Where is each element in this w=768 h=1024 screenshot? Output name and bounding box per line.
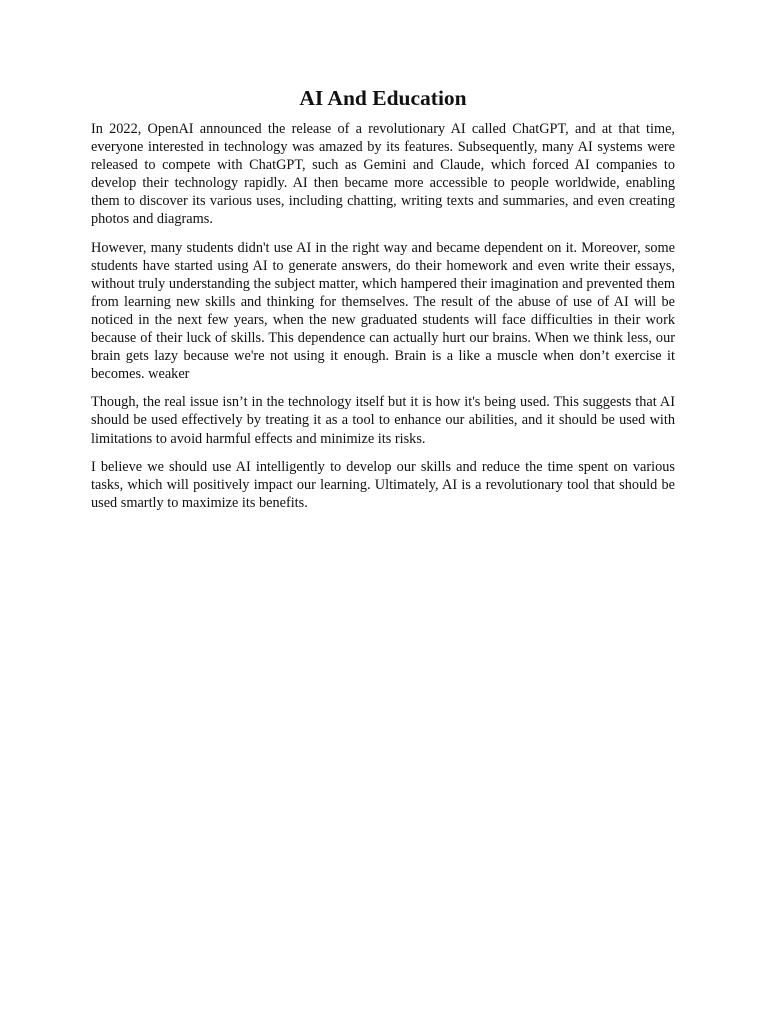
document-title: AI And Education	[299, 86, 467, 110]
paragraph-1: In 2022, OpenAI announced the release of a revolutionary AI called ChatGPT, and at that time, everyone interested in technology was amazed by its features. Subsequently, many AI systems were released to compete with ChatGPT, such as Gemini and Claude, which forced AI companies to develop their technology rapidly. AI then became more accessible to people worldwide, enabling them to discover its various uses, including chatting, writing texts and summaries, and even creating photos and diagrams.	[91, 121, 675, 228]
paragraph-2: However, many students didn't use AI in the right way and became dependent on it. Moreover, some students have started using AI to generate answers, do their homework and even write their essays, without truly understanding the subject matter, which hampered their imagination and prevented them from learning new skills and thinking for themselves. The result of the abuse of use of AI will be noticed in the next few years, when the new graduated students will face difficulties in their work because of their luck of skills. This dependence can actually hurt our brains. When we think less, our brain gets lazy because we're not using it enough. Brain is a like a muscle when don’t exercise it becomes. weaker	[91, 239, 675, 383]
paragraph-4: I believe we should use AI intelligently to develop our skills and reduce the time spent on various tasks, which will positively impact our learning. Ultimately, AI is a revolutionary tool that should be used smartly to maximize its benefits.	[91, 458, 675, 511]
paragraph-3: Though, the real issue isn’t in the technology itself but it is how it's being used. This suggests that AI should be used effectively by treating it as a tool to enhance our abilities, and it should be used with limitations to avoid harmful effects and minimize its risks.	[91, 394, 675, 447]
document-page	[91, 84, 675, 522]
